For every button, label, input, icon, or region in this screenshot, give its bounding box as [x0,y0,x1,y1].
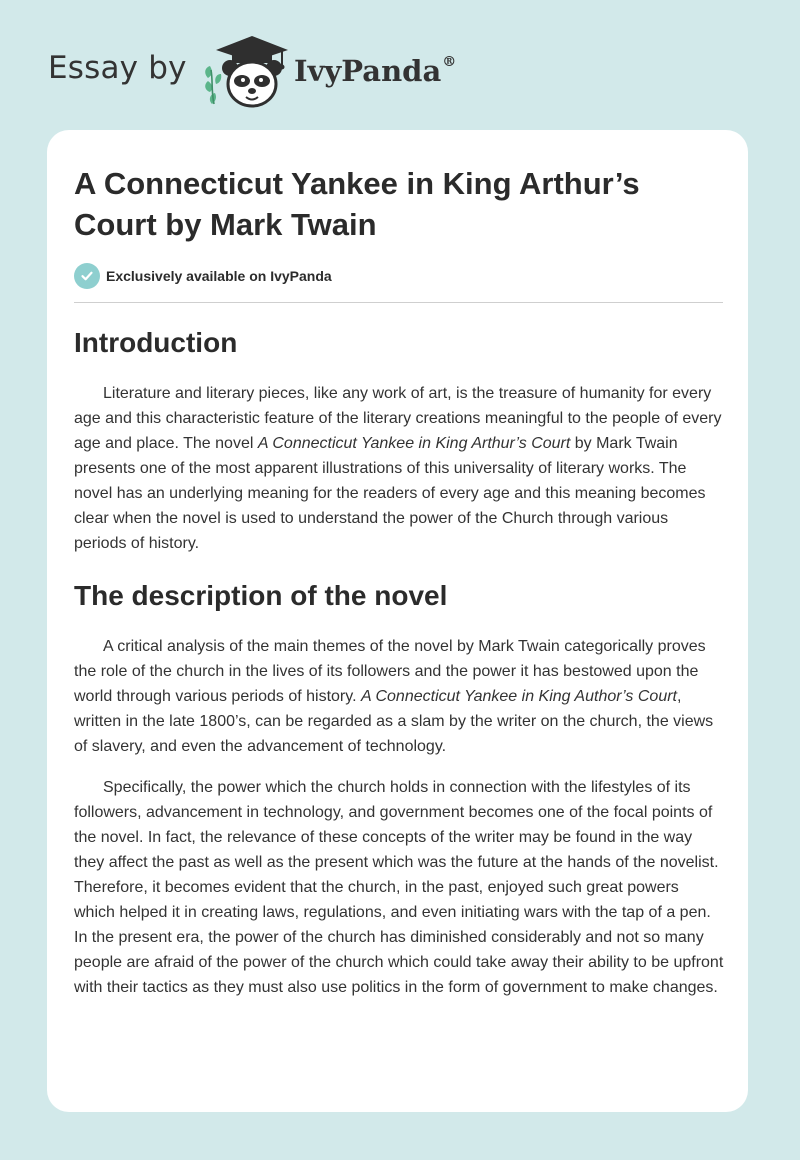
essay-card [47,130,748,1112]
section-heading-description: The description of the novel [74,580,448,611]
site-header [48,32,488,112]
paragraph: A critical analysis of the main themes of the novel by Mark Twain categorically proves the role of the church in the lives of its followers and the power it has bestowed upon the world through various periods of history. A Connecticut Yankee in King Author’s Court, written in the late 1800’s, can be regarded as a slam by the writer on the church, the views of slavery, and even the advancement of technology. [74,638,714,755]
paragraph: Specifically, the power which the church holds in connection with the lifestyles of its followers, advancement in technology, and government becomes one of the focal points of the novel. In fact, the relevance of these concepts of the writer may be found in the way they affect the past as well as the present which was the future at the hands of the novelist. Therefore, it becomes evident that the church, in the past, enjoyed such great powers which helped it in creating laws, regulations, and even initiating wars with the tap of a pen. In the present era, the power of the church has diminished considerably and not so many people are afraid of the power of the church which could take away their ability to be upfront with their tactics as they must also use politics in the form of government to make changes. [74,779,724,996]
essay-content [74,163,724,1000]
section-heading-introduction: Introduction [74,327,238,358]
paragraph: Literature and literary pieces, like any work of art, is the treasure of humanity for every age and this characteristic feature of the literary creations meaningful to the people of every age and place. The novel A Connecticut Yankee in King Arthur’s Court by Mark Twain presents one of the most apparent illustrations of this universality of literary works. The novel has an underlying meaning for the readers of every age and this meaning becomes clear when the novel is used to understand the power of the Church through various periods of history. [74,385,722,552]
exclusive-badge [74,263,724,289]
divider [74,302,723,303]
book-title-italic: A Connecticut Yankee in King Arthur’s Court [257,435,571,452]
book-title-italic: A Connecticut Yankee in King Author’s Court [360,688,677,705]
brand-name[interactable]: IvyPanda® [294,54,457,88]
page-title: A Connecticut Yankee in King Arthur’s Court by Mark Twain [74,166,640,242]
badge-label: Exclusively available on IvyPanda [106,268,332,284]
essay-by-label: Essay by [48,50,187,86]
panda-graduate-icon [202,34,294,110]
check-circle-icon [74,263,100,289]
registered-mark: ® [442,54,457,71]
